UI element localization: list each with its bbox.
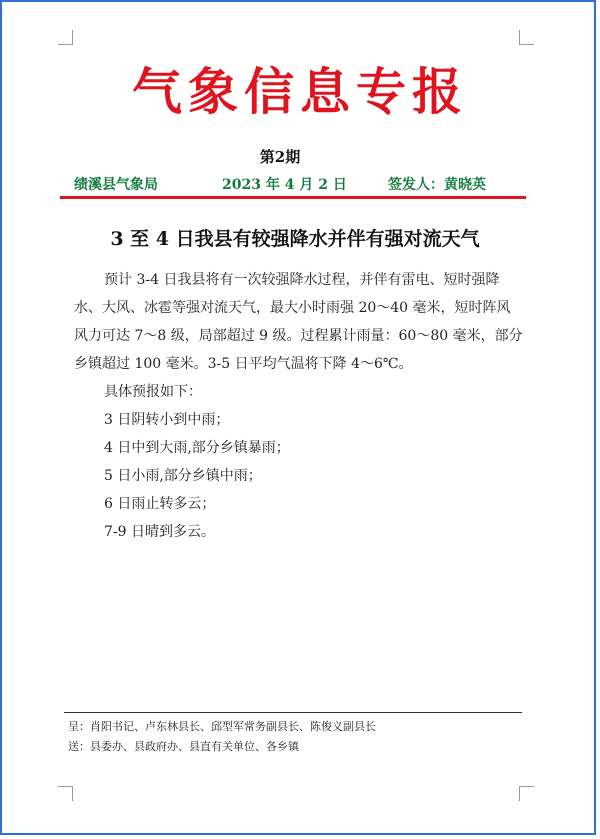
forecast-item: 4 日中到大雨,部分乡镇暴雨； [104,440,290,456]
issuing-organization: 绩溪县气象局 [74,177,158,193]
crop-mark-top-left [58,30,73,45]
forecast-item: 6 日雨止转多云； [104,496,216,512]
summary-paragraph: 预计 3-4 日我县将有一次较强降水过程，并伴有雷电、短时强降水、大风、冰雹等强对流天气，最大小时雨强 20～40 毫米，短时阵风风力可达 7～8 级，局部超过 9 级。过程累计雨量：60～80 毫米，部分乡镇超过 100 毫米。3-5 日平均气温将下降 4～6℃。 [74,272,523,372]
forecast-intro: 具体预报如下： [104,384,202,400]
article-title: 3 至 4 日我县有较强降水并伴有强对流天气 [110,228,480,250]
crop-mark-top-right [519,30,534,45]
forecast-item: 7-9 日晴到多云。 [104,524,215,540]
footer-recipients-send: 送：县委办、县政府办、县直有关单位、各乡镇 [68,740,299,753]
header-divider [60,196,526,199]
footer-recipients-submit: 呈：肖阳书记、卢东林县长、邱型军常务副县长、陈俊义副县长 [68,720,376,733]
signer: 签发人：黄晓英 [388,177,486,193]
masthead-title: 气象信息专报 [132,62,468,121]
issue-date: 2023 年 4 月 2 日 [222,177,347,193]
crop-mark-bottom-right [519,786,534,801]
article-body [74,266,524,546]
forecast-item: 3 日阴转小到中雨； [104,412,230,428]
footer-divider [64,712,522,713]
issue-number: 第2期 [259,148,301,166]
crop-mark-bottom-left [58,786,73,801]
forecast-item: 5 日小雨,部分乡镇中雨； [104,468,262,484]
